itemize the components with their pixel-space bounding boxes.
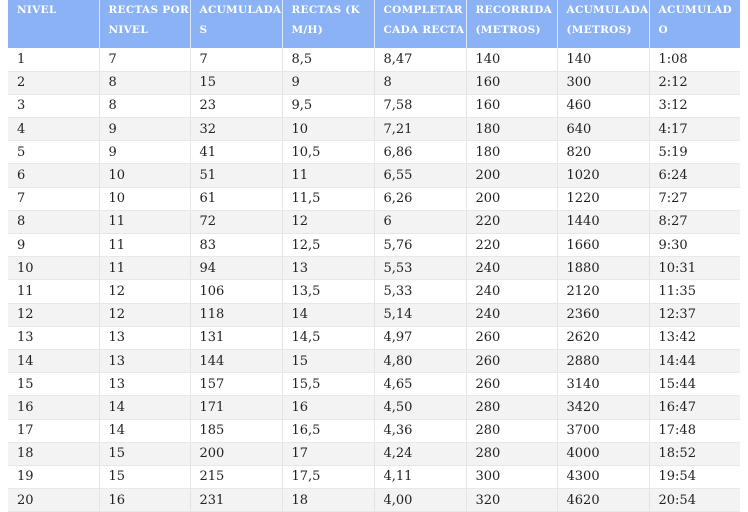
cell-acumuladas: 231 <box>190 489 282 512</box>
cell-nivel: 11 <box>8 280 99 303</box>
cell-rectas-por-nivel: 15 <box>99 442 190 465</box>
cell-nivel: 1 <box>8 48 99 71</box>
cell-rectas-por-nivel: 13 <box>99 373 190 396</box>
cell-recorrida: 260 <box>466 349 557 372</box>
cell-acumuladas: 94 <box>190 257 282 280</box>
cell-nivel: 14 <box>8 349 99 372</box>
table-row <box>8 118 740 141</box>
cell-acumulado: 2:12 <box>649 71 740 94</box>
cell-recorrida: 260 <box>466 373 557 396</box>
cell-nivel: 18 <box>8 442 99 465</box>
cell-completar: 7,58 <box>374 94 466 117</box>
cell-recorrida: 220 <box>466 234 557 257</box>
cell-acumulado: 3:12 <box>649 94 740 117</box>
cell-completar: 7,21 <box>374 118 466 141</box>
header-recorrida-metros: RECORRIDA (METROS) <box>466 0 557 48</box>
cell-acumulado: 9:30 <box>649 234 740 257</box>
cell-acumulada: 1440 <box>557 210 649 233</box>
cell-acumulada: 2120 <box>557 280 649 303</box>
cell-acumuladas: 83 <box>190 234 282 257</box>
cell-acumulada: 4620 <box>557 489 649 512</box>
cell-completar: 4,97 <box>374 326 466 349</box>
cell-completar: 6,86 <box>374 141 466 164</box>
cell-rectas-kmh: 9 <box>282 71 374 94</box>
cell-acumulado: 16:47 <box>649 396 740 419</box>
table-row <box>8 141 740 164</box>
cell-completar: 6 <box>374 210 466 233</box>
cell-completar: 4,65 <box>374 373 466 396</box>
cell-rectas-por-nivel: 8 <box>99 94 190 117</box>
cell-acumuladas: 61 <box>190 187 282 210</box>
cell-acumulada: 300 <box>557 71 649 94</box>
cell-completar: 5,76 <box>374 234 466 257</box>
cell-acumulado: 19:54 <box>649 465 740 488</box>
cell-acumuladas: 157 <box>190 373 282 396</box>
cell-acumuladas: 23 <box>190 94 282 117</box>
cell-recorrida: 240 <box>466 280 557 303</box>
cell-acumulado: 5:19 <box>649 141 740 164</box>
cell-completar: 6,26 <box>374 187 466 210</box>
cell-recorrida: 200 <box>466 164 557 187</box>
header-acumulado: ACUMULADO <box>649 0 740 48</box>
cell-nivel: 5 <box>8 141 99 164</box>
cell-acumulado: 6:24 <box>649 164 740 187</box>
cell-nivel: 12 <box>8 303 99 326</box>
cell-rectas-kmh: 11 <box>282 164 374 187</box>
table-row <box>8 419 740 442</box>
cell-nivel: 7 <box>8 187 99 210</box>
cell-rectas-kmh: 14,5 <box>282 326 374 349</box>
header-rectas-kmh: RECTAS (KM/H) <box>282 0 374 48</box>
cell-nivel: 20 <box>8 489 99 512</box>
cell-completar: 4,24 <box>374 442 466 465</box>
cell-rectas-por-nivel: 10 <box>99 187 190 210</box>
cell-acumuladas: 32 <box>190 118 282 141</box>
cell-completar: 5,53 <box>374 257 466 280</box>
cell-acumulada: 820 <box>557 141 649 164</box>
cell-acumulado: 12:37 <box>649 303 740 326</box>
cell-recorrida: 200 <box>466 187 557 210</box>
cell-acumuladas: 200 <box>190 442 282 465</box>
cell-rectas-por-nivel: 14 <box>99 396 190 419</box>
cell-acumulada: 2620 <box>557 326 649 349</box>
cell-rectas-por-nivel: 14 <box>99 419 190 442</box>
cell-recorrida: 300 <box>466 465 557 488</box>
cell-nivel: 3 <box>8 94 99 117</box>
cell-acumuladas: 72 <box>190 210 282 233</box>
cell-nivel: 19 <box>8 465 99 488</box>
cell-recorrida: 220 <box>466 210 557 233</box>
table-row <box>8 489 740 512</box>
cell-acumulada: 2360 <box>557 303 649 326</box>
cell-recorrida: 280 <box>466 442 557 465</box>
cell-rectas-por-nivel: 11 <box>99 257 190 280</box>
cell-rectas-por-nivel: 9 <box>99 118 190 141</box>
cell-acumulada: 460 <box>557 94 649 117</box>
cell-acumulado: 18:52 <box>649 442 740 465</box>
cell-acumulada: 1020 <box>557 164 649 187</box>
cell-acumulada: 1220 <box>557 187 649 210</box>
cell-completar: 6,55 <box>374 164 466 187</box>
cell-recorrida: 140 <box>466 48 557 71</box>
cell-completar: 4,00 <box>374 489 466 512</box>
cell-acumulada: 140 <box>557 48 649 71</box>
cell-rectas-kmh: 15 <box>282 349 374 372</box>
cell-rectas-kmh: 12 <box>282 210 374 233</box>
cell-acumulada: 1880 <box>557 257 649 280</box>
cell-nivel: 16 <box>8 396 99 419</box>
cell-acumulada: 640 <box>557 118 649 141</box>
table-row <box>8 210 740 233</box>
cell-acumulada: 3140 <box>557 373 649 396</box>
cell-acumulado: 1:08 <box>649 48 740 71</box>
table-row <box>8 257 740 280</box>
cell-rectas-kmh: 11,5 <box>282 187 374 210</box>
header-completar-cada-recta: COMPLETAR CADA RECTA <box>374 0 466 48</box>
header-acumulada-metros: ACUMULADA (METROS) <box>557 0 649 48</box>
table-row <box>8 187 740 210</box>
cell-recorrida: 160 <box>466 71 557 94</box>
cell-rectas-kmh: 8,5 <box>282 48 374 71</box>
cell-recorrida: 160 <box>466 94 557 117</box>
table-row <box>8 94 740 117</box>
header-rectas-por-nivel: RECTAS POR NIVEL <box>99 0 190 48</box>
table-row <box>8 373 740 396</box>
cell-acumulada: 1660 <box>557 234 649 257</box>
cell-rectas-kmh: 18 <box>282 489 374 512</box>
cell-nivel: 2 <box>8 71 99 94</box>
cell-acumulado: 4:17 <box>649 118 740 141</box>
cell-acumuladas: 106 <box>190 280 282 303</box>
table-header <box>8 0 740 48</box>
cell-completar: 4,36 <box>374 419 466 442</box>
cell-recorrida: 180 <box>466 141 557 164</box>
cell-acumulado: 11:35 <box>649 280 740 303</box>
cell-rectas-por-nivel: 12 <box>99 280 190 303</box>
cell-rectas-kmh: 17,5 <box>282 465 374 488</box>
cell-rectas-kmh: 14 <box>282 303 374 326</box>
cell-completar: 5,14 <box>374 303 466 326</box>
cell-nivel: 8 <box>8 210 99 233</box>
cell-nivel: 6 <box>8 164 99 187</box>
cell-nivel: 10 <box>8 257 99 280</box>
cell-completar: 8,47 <box>374 48 466 71</box>
cell-acumulada: 4300 <box>557 465 649 488</box>
levels-table <box>8 0 740 512</box>
table-row <box>8 48 740 71</box>
cell-acumulado: 14:44 <box>649 349 740 372</box>
cell-rectas-por-nivel: 13 <box>99 326 190 349</box>
cell-completar: 4,80 <box>374 349 466 372</box>
header-row <box>8 0 740 48</box>
cell-rectas-kmh: 10,5 <box>282 141 374 164</box>
cell-completar: 5,33 <box>374 280 466 303</box>
cell-acumulada: 2880 <box>557 349 649 372</box>
table-row <box>8 442 740 465</box>
table-row <box>8 280 740 303</box>
cell-recorrida: 280 <box>466 396 557 419</box>
cell-recorrida: 180 <box>466 118 557 141</box>
cell-acumuladas: 118 <box>190 303 282 326</box>
table-row <box>8 234 740 257</box>
cell-rectas-por-nivel: 11 <box>99 234 190 257</box>
cell-rectas-por-nivel: 7 <box>99 48 190 71</box>
cell-completar: 8 <box>374 71 466 94</box>
cell-acumulada: 3420 <box>557 396 649 419</box>
cell-nivel: 4 <box>8 118 99 141</box>
cell-rectas-kmh: 13,5 <box>282 280 374 303</box>
cell-rectas-kmh: 16 <box>282 396 374 419</box>
header-acumuladas: ACUMULADAS <box>190 0 282 48</box>
cell-acumuladas: 15 <box>190 71 282 94</box>
cell-rectas-por-nivel: 11 <box>99 210 190 233</box>
cell-rectas-kmh: 17 <box>282 442 374 465</box>
cell-acumulado: 8:27 <box>649 210 740 233</box>
header-nivel: NIVEL <box>8 0 99 48</box>
cell-acumulado: 15:44 <box>649 373 740 396</box>
cell-completar: 4,50 <box>374 396 466 419</box>
table-row <box>8 465 740 488</box>
cell-nivel: 15 <box>8 373 99 396</box>
cell-acumulada: 4000 <box>557 442 649 465</box>
cell-acumuladas: 131 <box>190 326 282 349</box>
cell-rectas-kmh: 10 <box>282 118 374 141</box>
cell-acumuladas: 215 <box>190 465 282 488</box>
cell-acumulado: 7:27 <box>649 187 740 210</box>
cell-recorrida: 280 <box>466 419 557 442</box>
cell-acumulada: 3700 <box>557 419 649 442</box>
cell-nivel: 13 <box>8 326 99 349</box>
cell-rectas-por-nivel: 12 <box>99 303 190 326</box>
cell-acumuladas: 41 <box>190 141 282 164</box>
cell-acumulado: 20:54 <box>649 489 740 512</box>
table-row <box>8 164 740 187</box>
table-row <box>8 71 740 94</box>
cell-rectas-por-nivel: 9 <box>99 141 190 164</box>
cell-acumulado: 10:31 <box>649 257 740 280</box>
cell-recorrida: 260 <box>466 326 557 349</box>
table-row <box>8 349 740 372</box>
cell-rectas-kmh: 16,5 <box>282 419 374 442</box>
cell-nivel: 17 <box>8 419 99 442</box>
cell-acumuladas: 7 <box>190 48 282 71</box>
cell-completar: 4,11 <box>374 465 466 488</box>
cell-rectas-por-nivel: 13 <box>99 349 190 372</box>
cell-rectas-por-nivel: 10 <box>99 164 190 187</box>
cell-acumulado: 13:42 <box>649 326 740 349</box>
cell-recorrida: 240 <box>466 303 557 326</box>
table-row <box>8 303 740 326</box>
table-row <box>8 396 740 419</box>
cell-rectas-por-nivel: 16 <box>99 489 190 512</box>
cell-acumuladas: 171 <box>190 396 282 419</box>
cell-rectas-kmh: 15,5 <box>282 373 374 396</box>
cell-recorrida: 240 <box>466 257 557 280</box>
cell-rectas-por-nivel: 15 <box>99 465 190 488</box>
table-body <box>8 48 740 512</box>
cell-acumuladas: 185 <box>190 419 282 442</box>
cell-acumuladas: 51 <box>190 164 282 187</box>
cell-acumuladas: 144 <box>190 349 282 372</box>
cell-rectas-por-nivel: 8 <box>99 71 190 94</box>
cell-acumulado: 17:48 <box>649 419 740 442</box>
cell-rectas-kmh: 9,5 <box>282 94 374 117</box>
cell-nivel: 9 <box>8 234 99 257</box>
cell-rectas-kmh: 12,5 <box>282 234 374 257</box>
cell-rectas-kmh: 13 <box>282 257 374 280</box>
table-row <box>8 326 740 349</box>
cell-recorrida: 320 <box>466 489 557 512</box>
